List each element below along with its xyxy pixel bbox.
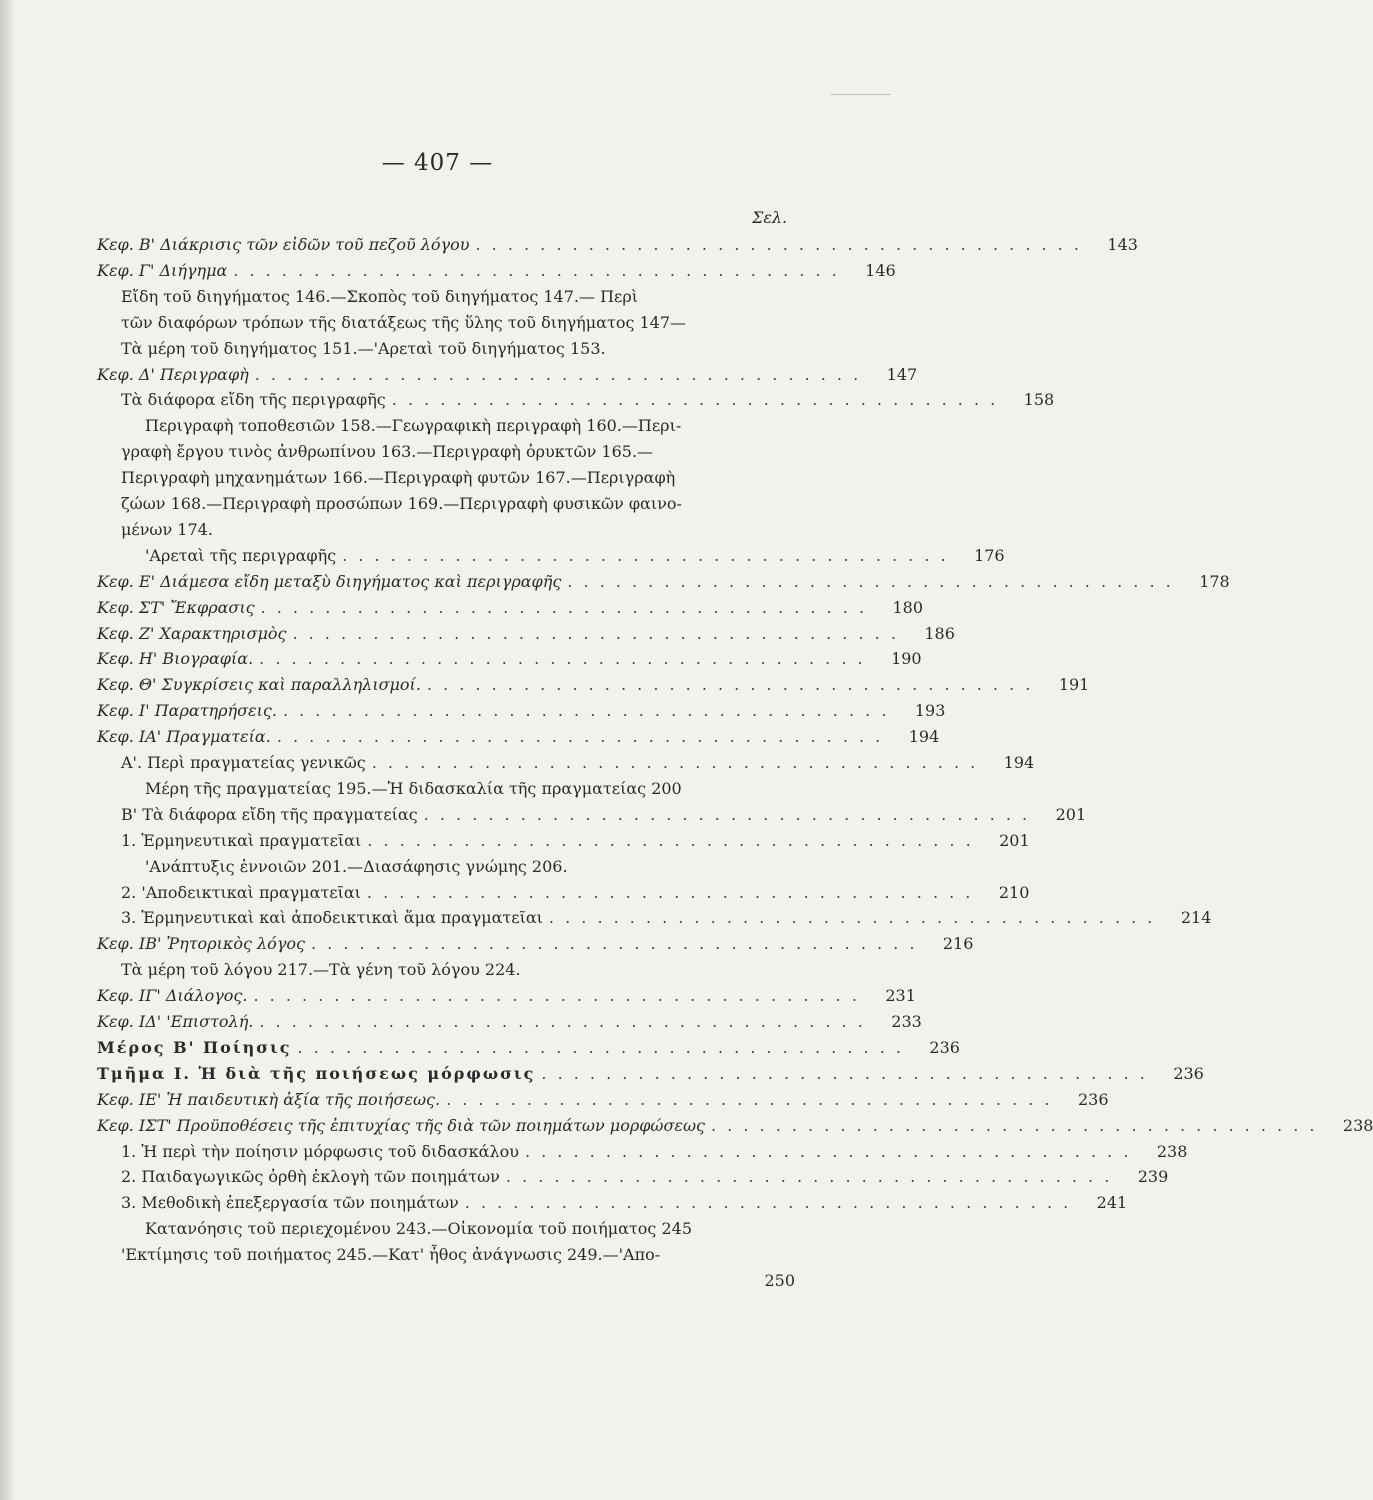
toc-row bbox=[0, 776, 959, 802]
toc-entry bbox=[97, 1113, 1373, 1139]
page-column-label: Σελ. bbox=[752, 208, 788, 227]
toc-entry-title: Κεφ. ΙΔ' 'Επιστολή. bbox=[97, 1012, 254, 1031]
toc-entry-title: Κεφ. ΣΤ' Ἔκφρασις bbox=[97, 597, 255, 617]
toc-entry-title: Μέρος Β' Ποίησις bbox=[97, 1037, 292, 1057]
toc-entry-title: Τμῆμα Ι. Ἡ διὰ τῆς ποιήσεως μόρφωσις bbox=[97, 1063, 536, 1083]
toc-entry bbox=[97, 621, 955, 647]
toc-row bbox=[0, 362, 959, 388]
toc-entry bbox=[97, 724, 940, 750]
toc-row bbox=[0, 1164, 1169, 1190]
toc-entry bbox=[121, 802, 1087, 828]
toc-entry bbox=[121, 750, 1035, 776]
toc-entry bbox=[97, 595, 924, 621]
toc-page-number: 146 bbox=[865, 260, 896, 280]
toc-row bbox=[0, 905, 1212, 931]
toc-page-number: 238 bbox=[1342, 1115, 1373, 1135]
toc-row bbox=[0, 543, 1005, 569]
toc-entry-title: 1. Ἡ περὶ τὴν ποίησιν μόρφωσις τοῦ διδασκάλου bbox=[121, 1141, 519, 1161]
toc-paragraph-line: Τὰ μέρη τοῦ διηγήματος 151.—'Αρεταὶ τοῦ διηγήματος 153. bbox=[121, 338, 606, 358]
toc-page-number: 236 bbox=[1077, 1089, 1109, 1109]
toc-row bbox=[0, 284, 959, 310]
toc-row bbox=[0, 672, 1090, 698]
toc-page-number: 231 bbox=[885, 986, 916, 1006]
toc-page-number: 201 bbox=[999, 830, 1030, 850]
toc-entry bbox=[97, 232, 1138, 258]
toc-entry bbox=[121, 905, 1212, 931]
toc-leader-dots: . . . . . . . . . . . . . . . . . . . . . . . . . . . . . . . . . . . . . . bbox=[254, 364, 862, 384]
toc-leader-dots: . . . . . . . . . . . . . . . . . . . . . . . . . . . . . . . . . . . . . . bbox=[464, 1193, 1072, 1213]
toc-page-number: 216 bbox=[942, 934, 974, 954]
toc-entry bbox=[121, 1190, 1128, 1216]
toc-entry-title: 2. 'Αποδεικτικαὶ πραγματεῖαι bbox=[121, 882, 361, 902]
toc-row bbox=[0, 724, 959, 750]
toc-entry-title: Κεφ. Ε' Διάμεσα εἴδη μεταξὺ διηγήματος καὶ περιγραφῆς bbox=[97, 571, 562, 591]
toc-row bbox=[0, 621, 959, 647]
toc-leader-dots: . . . . . . . . . . . . . . . . . . . . . . . . . . . . . . . . . . . . . . bbox=[371, 753, 979, 772]
toc-page-number: 210 bbox=[998, 882, 1030, 902]
toc-page-number: 147 bbox=[886, 364, 918, 384]
toc-entry bbox=[121, 387, 1055, 413]
toc-page-number: 236 bbox=[929, 1037, 960, 1057]
toc-row bbox=[0, 491, 959, 517]
toc-leader-dots: . . . . . . . . . . . . . . . . . . . . . . . . . . . . . . . . . . . . . . bbox=[391, 390, 999, 410]
toc-paragraph-line: γραφὴ ἔργου τινὸς ἀνθρωπίνου 163.—Περιγραφὴ ὀρυκτῶν 165.— bbox=[121, 442, 654, 462]
toc-paragraph-line: 'Εκτίμησις τοῦ ποιήματος 245.—Κατ' ἦθος ἀνάγνωσις 249.—'Απο- bbox=[121, 1245, 661, 1265]
toc-page-number: 178 bbox=[1199, 571, 1230, 591]
toc-page-number: 186 bbox=[924, 623, 955, 643]
toc-page-number: 180 bbox=[892, 597, 924, 617]
toc-entry-title: Β' Τὰ διάφορα εἴδη τῆς πραγματείας bbox=[121, 804, 418, 824]
toc-entry-title: Κεφ. ΙΓ' Διάλογος. bbox=[97, 986, 248, 1006]
toc-paragraph-line: Εἴδη τοῦ διηγήματος 146.—Σκοπὸς τοῦ διηγήματος 147.— Περὶ bbox=[121, 286, 638, 306]
toc-leader-dots: . . . . . . . . . . . . . . . . . . . . . . . . . . . . . . . . . . . . . . bbox=[282, 701, 890, 721]
toc-entry bbox=[97, 1061, 1204, 1087]
toc-leader-dots: . . . . . . . . . . . . . . . . . . . . . . . . . . . . . . . . . . . . . . bbox=[276, 727, 884, 747]
toc-paragraph-line: ζώων 168.—Περιγραφὴ προσώπων 169.—Περιγραφὴ φυσικῶν φαινο- bbox=[121, 494, 682, 513]
toc-page-number: 236 bbox=[1173, 1063, 1204, 1083]
toc-entry-title: Κεφ. ΙΕ' Ἡ παιδευτικὴ ἀξία τῆς ποιήσεως. bbox=[97, 1089, 441, 1109]
toc-page-number: 241 bbox=[1096, 1193, 1128, 1213]
toc-entry bbox=[121, 828, 1030, 854]
toc-page-number: 191 bbox=[1058, 675, 1090, 695]
toc-entry-title: Κεφ. Β' Διάκρισις τῶν εἰδῶν τοῦ πεζοῦ λόγου bbox=[97, 235, 470, 254]
toc-leader-dots: . . . . . . . . . . . . . . . . . . . . . . . . . . . . . . . . . . . . . . bbox=[505, 1167, 1113, 1187]
toc-entry bbox=[97, 569, 1230, 595]
toc-entry-title: Κεφ. Ι' Παρατηρήσεις. bbox=[97, 701, 277, 721]
toc-leader-dots: . . . . . . . . . . . . . . . . . . . . . . . . . . . . . . . . . . . . . . bbox=[259, 649, 866, 669]
toc-page-number: 143 bbox=[1107, 235, 1138, 254]
toc-row bbox=[0, 854, 959, 880]
toc-leader-dots: . . . . . . . . . . . . . . . . . . . . . . . . . . . . . . . . . . . . . . bbox=[524, 1141, 1132, 1161]
toc-entry bbox=[145, 543, 1005, 569]
toc-entry-title: Κεφ. Δ' Περιγραφὴ bbox=[97, 364, 249, 384]
toc-row bbox=[0, 750, 1035, 776]
toc-row bbox=[0, 1087, 1109, 1113]
toc-leader-dots: . . . . . . . . . . . . . . . . . . . . . . . . . . . . . . . . . . . . . . bbox=[567, 571, 1174, 591]
toc-entry bbox=[97, 931, 974, 957]
toc-entry-title: 3. Ἑρμηνευτικαὶ καὶ ἀποδεικτικαὶ ἅμα πραγματεῖαι bbox=[121, 908, 543, 928]
toc-paragraph-line: μένων 174. bbox=[121, 519, 213, 539]
toc-row bbox=[0, 595, 959, 621]
toc-page-number: 201 bbox=[1055, 804, 1087, 824]
toc-row bbox=[0, 931, 974, 957]
toc-paragraph-line: Περιγραφὴ μηχανημάτων 166.—Περιγραφὴ φυτῶν 167.—Περιγραφὴ bbox=[121, 468, 676, 488]
toc-page-number: 250 bbox=[764, 1271, 795, 1290]
toc-paragraph-line: τῶν διαφόρων τρόπων τῆς διατάξεως τῆς ὕλης τοῦ διηγήματος 147— bbox=[121, 312, 687, 332]
toc-page-number: 233 bbox=[891, 1012, 922, 1031]
toc-row bbox=[0, 439, 959, 465]
toc-leader-dots: . . . . . . . . . . . . . . . . . . . . . . . . . . . . . . . . . . . . . . bbox=[297, 1037, 904, 1057]
toc-leader-dots: . . . . . . . . . . . . . . . . . . . . . . . . . . . . . . . . . . . . . . bbox=[711, 1115, 1318, 1135]
toc-row bbox=[0, 1009, 959, 1035]
toc-row bbox=[0, 1113, 1373, 1139]
toc-leader-dots: . . . . . . . . . . . . . . . . . . . . . . . . . . . . . . . . . . . . . . bbox=[342, 545, 949, 565]
toc-entry bbox=[121, 880, 1030, 906]
toc-entry bbox=[97, 1035, 960, 1061]
toc-entry-title: 1. Ἑρμηνευτικαὶ πραγματεῖαι bbox=[121, 830, 362, 850]
toc-page-number: 194 bbox=[1003, 753, 1035, 772]
toc-entry-title: 3. Μεθοδικὴ ἐπεξεργασία τῶν ποιημάτων bbox=[121, 1193, 459, 1213]
toc-row bbox=[0, 983, 959, 1009]
toc-leader-dots: . . . . . . . . . . . . . . . . . . . . . . . . . . . . . . . . . . . . . . bbox=[475, 235, 1082, 254]
toc-row bbox=[0, 1268, 959, 1294]
toc-entry-title: Κεφ. Θ' Συγκρίσεις καὶ παραλληλισμοί. bbox=[97, 675, 421, 695]
toc-row bbox=[0, 258, 959, 284]
toc-paragraph-line: 'Ανάπτυξις ἐννοιῶν 201.—Διασάφησις γνώμης 206. bbox=[145, 856, 568, 876]
toc-leader-dots: . . . . . . . . . . . . . . . . . . . . . . . . . . . . . . . . . . . . . . bbox=[310, 934, 918, 954]
toc-entry bbox=[97, 1009, 922, 1035]
toc-row bbox=[0, 465, 959, 491]
toc-row bbox=[0, 828, 1030, 854]
toc-entry-title: Τὰ διάφορα εἴδη τῆς περιγραφῆς bbox=[121, 390, 386, 410]
toc-entry-title: 2. Παιδαγωγικῶς ὀρθὴ ἐκλογὴ τῶν ποιημάτων bbox=[121, 1167, 500, 1187]
toc-entry-title: Κεφ. ΙΒ' Ῥητορικὸς λόγος bbox=[97, 934, 305, 954]
toc-leader-dots: . . . . . . . . . . . . . . . . . . . . . . . . . . . . . . . . . . . . . . bbox=[259, 1012, 866, 1031]
toc-leader-dots: . . . . . . . . . . . . . . . . . . . . . . . . . . . . . . . . . . . . . . bbox=[446, 1089, 1053, 1109]
toc-row bbox=[0, 413, 959, 439]
toc-row bbox=[0, 1035, 959, 1061]
toc-page-number: 193 bbox=[914, 701, 946, 721]
toc-page-number: 190 bbox=[891, 649, 922, 669]
toc-row bbox=[0, 569, 1230, 595]
toc-page-number: 214 bbox=[1180, 908, 1212, 928]
toc-entry-title: Κεφ. Γ' Διήγημα bbox=[97, 260, 228, 280]
pencil-mark bbox=[830, 60, 910, 95]
toc-entry-title: Κεφ. Ζ' Χαρακτηρισμὸς bbox=[97, 623, 287, 643]
toc-leader-dots: . . . . . . . . . . . . . . . . . . . . . . . . . . . . . . . . . . . . . . bbox=[366, 882, 974, 902]
toc-row bbox=[0, 646, 959, 672]
toc-page-number: 239 bbox=[1137, 1167, 1169, 1187]
toc-entry-title: Α'. Περὶ πραγματείας γενικῶς bbox=[121, 753, 366, 772]
toc-row bbox=[0, 310, 959, 336]
toc-entry bbox=[121, 1164, 1169, 1190]
toc-leader-dots: . . . . . . . . . . . . . . . . . . . . . . . . . . . . . . . . . . . . . . bbox=[253, 986, 860, 1006]
toc-row bbox=[0, 387, 1055, 413]
toc-entry bbox=[97, 646, 922, 672]
toc-leader-dots: . . . . . . . . . . . . . . . . . . . . . . . . . . . . . . . . . . . . . . bbox=[426, 675, 1034, 695]
toc-paragraph-line: Τὰ μέρη τοῦ λόγου 217.—Τὰ γένη τοῦ λόγου 224. bbox=[121, 960, 521, 980]
toc-row bbox=[0, 517, 959, 543]
toc-entry bbox=[97, 672, 1090, 698]
toc-row bbox=[0, 957, 959, 983]
toc-row bbox=[0, 1216, 959, 1242]
toc-paragraph-line: Περιγραφὴ τοποθεσιῶν 158.—Γεωγραφικὴ περιγραφὴ 160.—Περι- bbox=[145, 416, 682, 436]
toc-paragraph-line: Μέρη τῆς πραγματείας 195.—Ἡ διδασκαλία τῆς πραγματείας 200 bbox=[145, 778, 682, 798]
toc-row bbox=[0, 1242, 959, 1268]
toc-page-number: 238 bbox=[1156, 1141, 1188, 1161]
toc-entry bbox=[97, 362, 918, 388]
toc-entry bbox=[97, 983, 916, 1009]
page-number: — 407 — bbox=[381, 150, 494, 176]
toc-entry-title: Κεφ. ΙΣΤ' Προϋποθέσεις τῆς ἐπιτυχίας τῆς διὰ τῶν ποιημάτων μορφώσεως bbox=[97, 1115, 705, 1135]
toc-leader-dots: . . . . . . . . . . . . . . . . . . . . . . . . . . . . . . . . . . . . . . bbox=[233, 260, 840, 280]
toc-leader-dots: . . . . . . . . . . . . . . . . . . . . . . . . . . . . . . . . . . . . . . bbox=[423, 804, 1031, 824]
toc-row bbox=[0, 1190, 1128, 1216]
toc-leader-dots: . . . . . . . . . . . . . . . . . . . . . . . . . . . . . . . . . . . . . . bbox=[367, 830, 974, 850]
toc-row bbox=[0, 232, 1138, 258]
toc-row bbox=[0, 698, 959, 724]
toc-entry bbox=[97, 1087, 1109, 1113]
toc-entry-title: Κεφ. Η' Βιογραφία. bbox=[97, 649, 254, 669]
toc-page-number: 158 bbox=[1023, 390, 1055, 410]
toc-paragraph-line: Κατανόησις τοῦ περιεχομένου 243.—Οἰκονομία τοῦ ποιήματος 245 bbox=[145, 1219, 693, 1239]
toc-row bbox=[0, 880, 1030, 906]
toc-entry bbox=[97, 258, 896, 284]
toc-leader-dots: . . . . . . . . . . . . . . . . . . . . . . . . . . . . . . . . . . . . . . bbox=[260, 597, 868, 617]
toc-page-number: 176 bbox=[974, 545, 1005, 565]
toc-leader-dots: . . . . . . . . . . . . . . . . . . . . . . . . . . . . . . . . . . . . . . bbox=[292, 623, 899, 643]
toc-row bbox=[0, 1061, 1204, 1087]
toc-entry bbox=[97, 698, 946, 724]
toc-leader-dots: . . . . . . . . . . . . . . . . . . . . . . . . . . . . . . . . . . . . . . bbox=[541, 1063, 1148, 1083]
toc-leader-dots: . . . . . . . . . . . . . . . . . . . . . . . . . . . . . . . . . . . . . . bbox=[548, 908, 1156, 928]
toc-row bbox=[0, 802, 1087, 828]
toc-entry-title: Κεφ. ΙΑ' Πραγματεία. bbox=[97, 727, 271, 747]
toc-row bbox=[0, 336, 959, 362]
toc-row bbox=[0, 1139, 1188, 1165]
toc-page-number: 194 bbox=[908, 727, 940, 747]
toc-entry bbox=[121, 1139, 1188, 1165]
toc-entry-title: 'Αρεταὶ τῆς περιγραφῆς bbox=[145, 545, 337, 565]
toc-entry bbox=[97, 1268, 795, 1294]
